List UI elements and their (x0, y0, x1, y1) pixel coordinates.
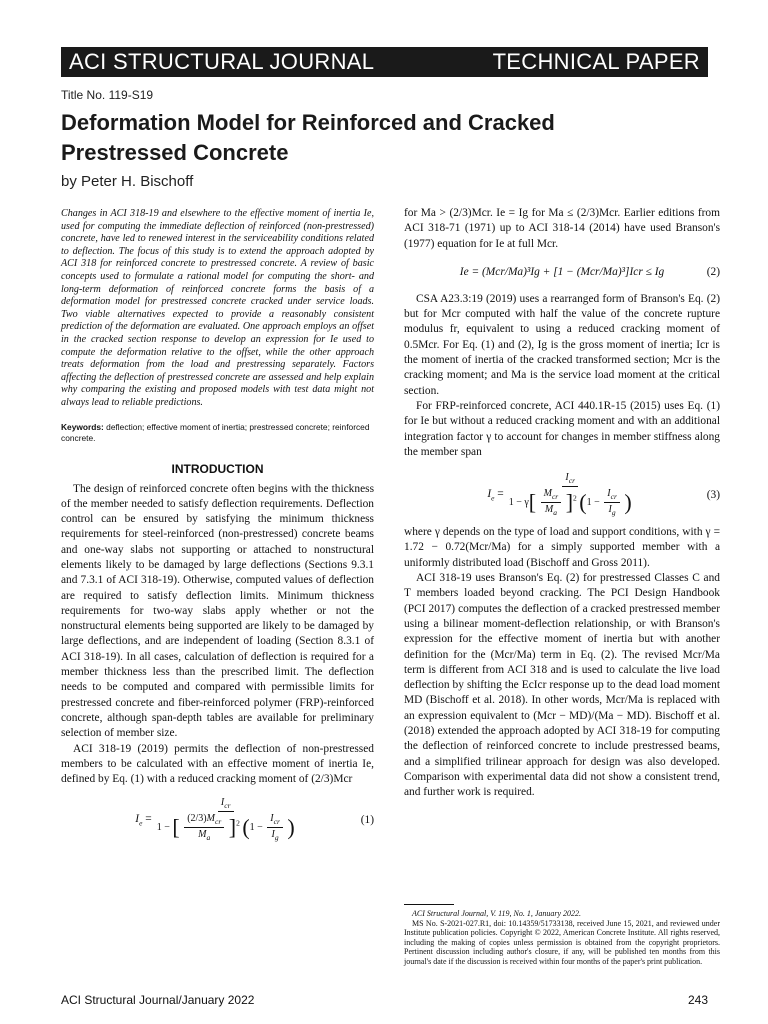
journal-banner (61, 47, 708, 77)
right-paragraph-3: For FRP-reinforced concrete, ACI 440.1R-15 (2015) uses Eq. (1) for Ie but without a reduced cracking moment and with an additional integration factor γ to account for changes in member stiffness along the member span (404, 399, 720, 458)
footnote (404, 904, 720, 966)
equation-2-text: Ie = (Mcr/Ma)³Ig + [1 − (Mcr/Ma)³]Icr ≤ Ig (459, 265, 665, 278)
left-column (61, 208, 374, 848)
equation-3-number: (3) (706, 488, 720, 501)
footer-journal-issue: ACI Structural Journal/January 2022 (61, 993, 255, 1007)
keywords-label: Keywords: (61, 421, 104, 432)
right-column (404, 206, 720, 801)
equation-2 (404, 266, 720, 278)
equation-3: $I_e$ = $I_{cr}$ 1 − γ[ $\frac{M_{cr}}{M_a}$ ]$^2$ (1 − $\frac{I_{cr}}{I_g}$ ) (3) (487, 472, 720, 518)
right-paragraph-2: CSA A23.3:19 (2019) uses a rearranged form of Branson's Eq. (2) but for Mcr computed with half the value of the concrete rupture modulus fr, equivalent to using a reduced cracking moment of 0.5Mcr. For Eq. (1) and (2), Ig is the gross moment of inertia; Icr is the moment of inertia of the cracked transformed section; Mcr is the cracking moment; and Ma is the service load moment at the critical section. (404, 292, 720, 397)
keywords-list: deflection; effective moment of inertia; prestressed concrete; reinforced concrete. (61, 421, 370, 443)
equation-1-number: (1) (360, 813, 374, 826)
title-number: Title No. 119-S19 (61, 88, 154, 102)
footnote-rule (404, 904, 454, 905)
author-byline: by Peter H. Bischoff (61, 173, 194, 190)
footnote-journal: ACI Structural Journal, V. 119, No. 1, January 2022. (412, 909, 582, 918)
footnote-manuscript: MS No. S-2021-027.R1, doi: 10.14359/51733138, received June 15, 2021, and reviewed under Institute publication policies. Copyright © 2022, American Concrete Institute. All rights reserved, including the making of copies unless permission is obtained from the copyright proprietors. Pertinent discussion including author's closure, if any, will be published ten months from this journal's date if the discussion is received within four months of the paper's print publication. (404, 918, 720, 966)
equation-1: $I_e$ = $I_{cr}$ 1 − [ $\frac{(2/3)M_{cr}}{M_a}$ ]$^2$ (1 − $\frac{I_{cr}}{I_g}$ ) (1) (135, 797, 374, 843)
intro-paragraph-2: ACI 318-19 (2019) permits the deflection of non-prestressed members to be calculated with an effective moment of inertia Ie, defined by Eq. (1) with a reduced cracking moment of (2/3)Mcr (61, 742, 374, 786)
right-paragraph-5: ACI 318-19 uses Branson's Eq. (2) for prestressed Classes C and T members loaded beyond cracking. The PCI Design Handbook (PCI 2017) computes the deflection of a cracked prestressed member using a bilinear moment-deflection relationship, or with Branson's expression for the effective moment of inertia but with another definition for the (Mcr/Ma) term in Eq. (2). The revised Mcr/Ma term is different from ACI 318 and is used to calculate the live load deflection by shifting the EcIcr response up to the dead load moment MD (Bischoff et al. 2018). In other words, Mcr/Ma is replaced with an expression equivalent to (Mcr − MD)/(Ma − MD). Bischoff et al. (2018) extended the approach adopted by ACI 318-19 for computing the deflection of reinforced concrete to include prestressed beams, and a simplified trilinear approach for design was also developed. Comparison with experimental data did not show a consistent trend, and further work is required. (404, 572, 720, 799)
right-paragraph-1: for Ma > (2/3)Mcr. Ie = Ig for Ma ≤ (2/3)Mcr. Earlier editions from ACI 318-71 (1971) up to ACI 318-14 (2014) have used Branson's (1977) equation for Ie at full Mcr. (404, 207, 720, 250)
intro-paragraph-1: The design of reinforced concrete often begins with the thickness of the member needed to satisfy deflection requirements. Deflection control can be ensured by satisfying the minimum thickness requirements for steel-reinforced (non-prestressed) concrete beams and one-way slabs not supporting or attached to nonstructural elements likely to be damaged by large deflections (Sections 9.3.1 and 7.3.1 of ACI 318-19). Otherwise, computed values of deflection are required to satisfy deflection limits. Minimum thickness requirements for two-way slabs apply whether or not the nonstructural elements being supported are likely to be damaged by large deflections, and are independent of loading (Section 8.3.1 of ACI 318-19). In all cases, calculation of deflection is required for a member thickness less than the prescribed limit. The deflection needs to be computed and compared with permissible limits for prestressed concrete and fiber-reinforced polymer (FRP)-reinforced concrete, although span-depth tables are available for preliminary selection of member size. (61, 482, 374, 740)
abstract: Changes in ACI 318-19 and elsewhere to the effective moment of inertia Ie, used for computing the immediate deflection of reinforced (non-prestressed) concrete, have led to renewed interest in the serviceability conditions related to deflection. The focus of this study is to extend the approach adopted by ACI 318 for reinforced concrete to prestressed concrete. A review of basic concepts used to formulate a rational model for computing the short- and long-term deformation of reinforced concrete forms the basis of a deformation model for prestressed concrete cracked under service loads. Two viable alternatives expected to provide a reasonably consistent prediction of the deformation are evaluated. One approach employs an offset in the cracked section response to develop an expression for Ie used to compute the deformation relative to the offset, while the other approach treats deformation from the load and prestressing separately. Factors affecting the deflection of prestressed concrete are assessed and help explain why comparing the existing and proposed models with test data might not always lead to reliable predictions. (61, 208, 374, 408)
introduction-heading: INTRODUCTION (171, 461, 264, 476)
page-number: 243 (687, 993, 708, 1007)
right-paragraph-4: where γ depends on the type of load and support conditions, with γ = 1.72 − 0.72(Mcr/Ma) for a simply supported member with a uniformly distributed load (Bischoff and Gross 2011). (404, 526, 720, 569)
paper-title: Deformation Model for Reinforced and Cracked Prestressed Concrete (61, 110, 555, 165)
paper-type: TECHNICAL PAPER (492, 49, 700, 74)
keywords (61, 422, 374, 444)
equation-2-number: (2) (706, 265, 720, 278)
journal-name: ACI STRUCTURAL JOURNAL (69, 49, 375, 74)
